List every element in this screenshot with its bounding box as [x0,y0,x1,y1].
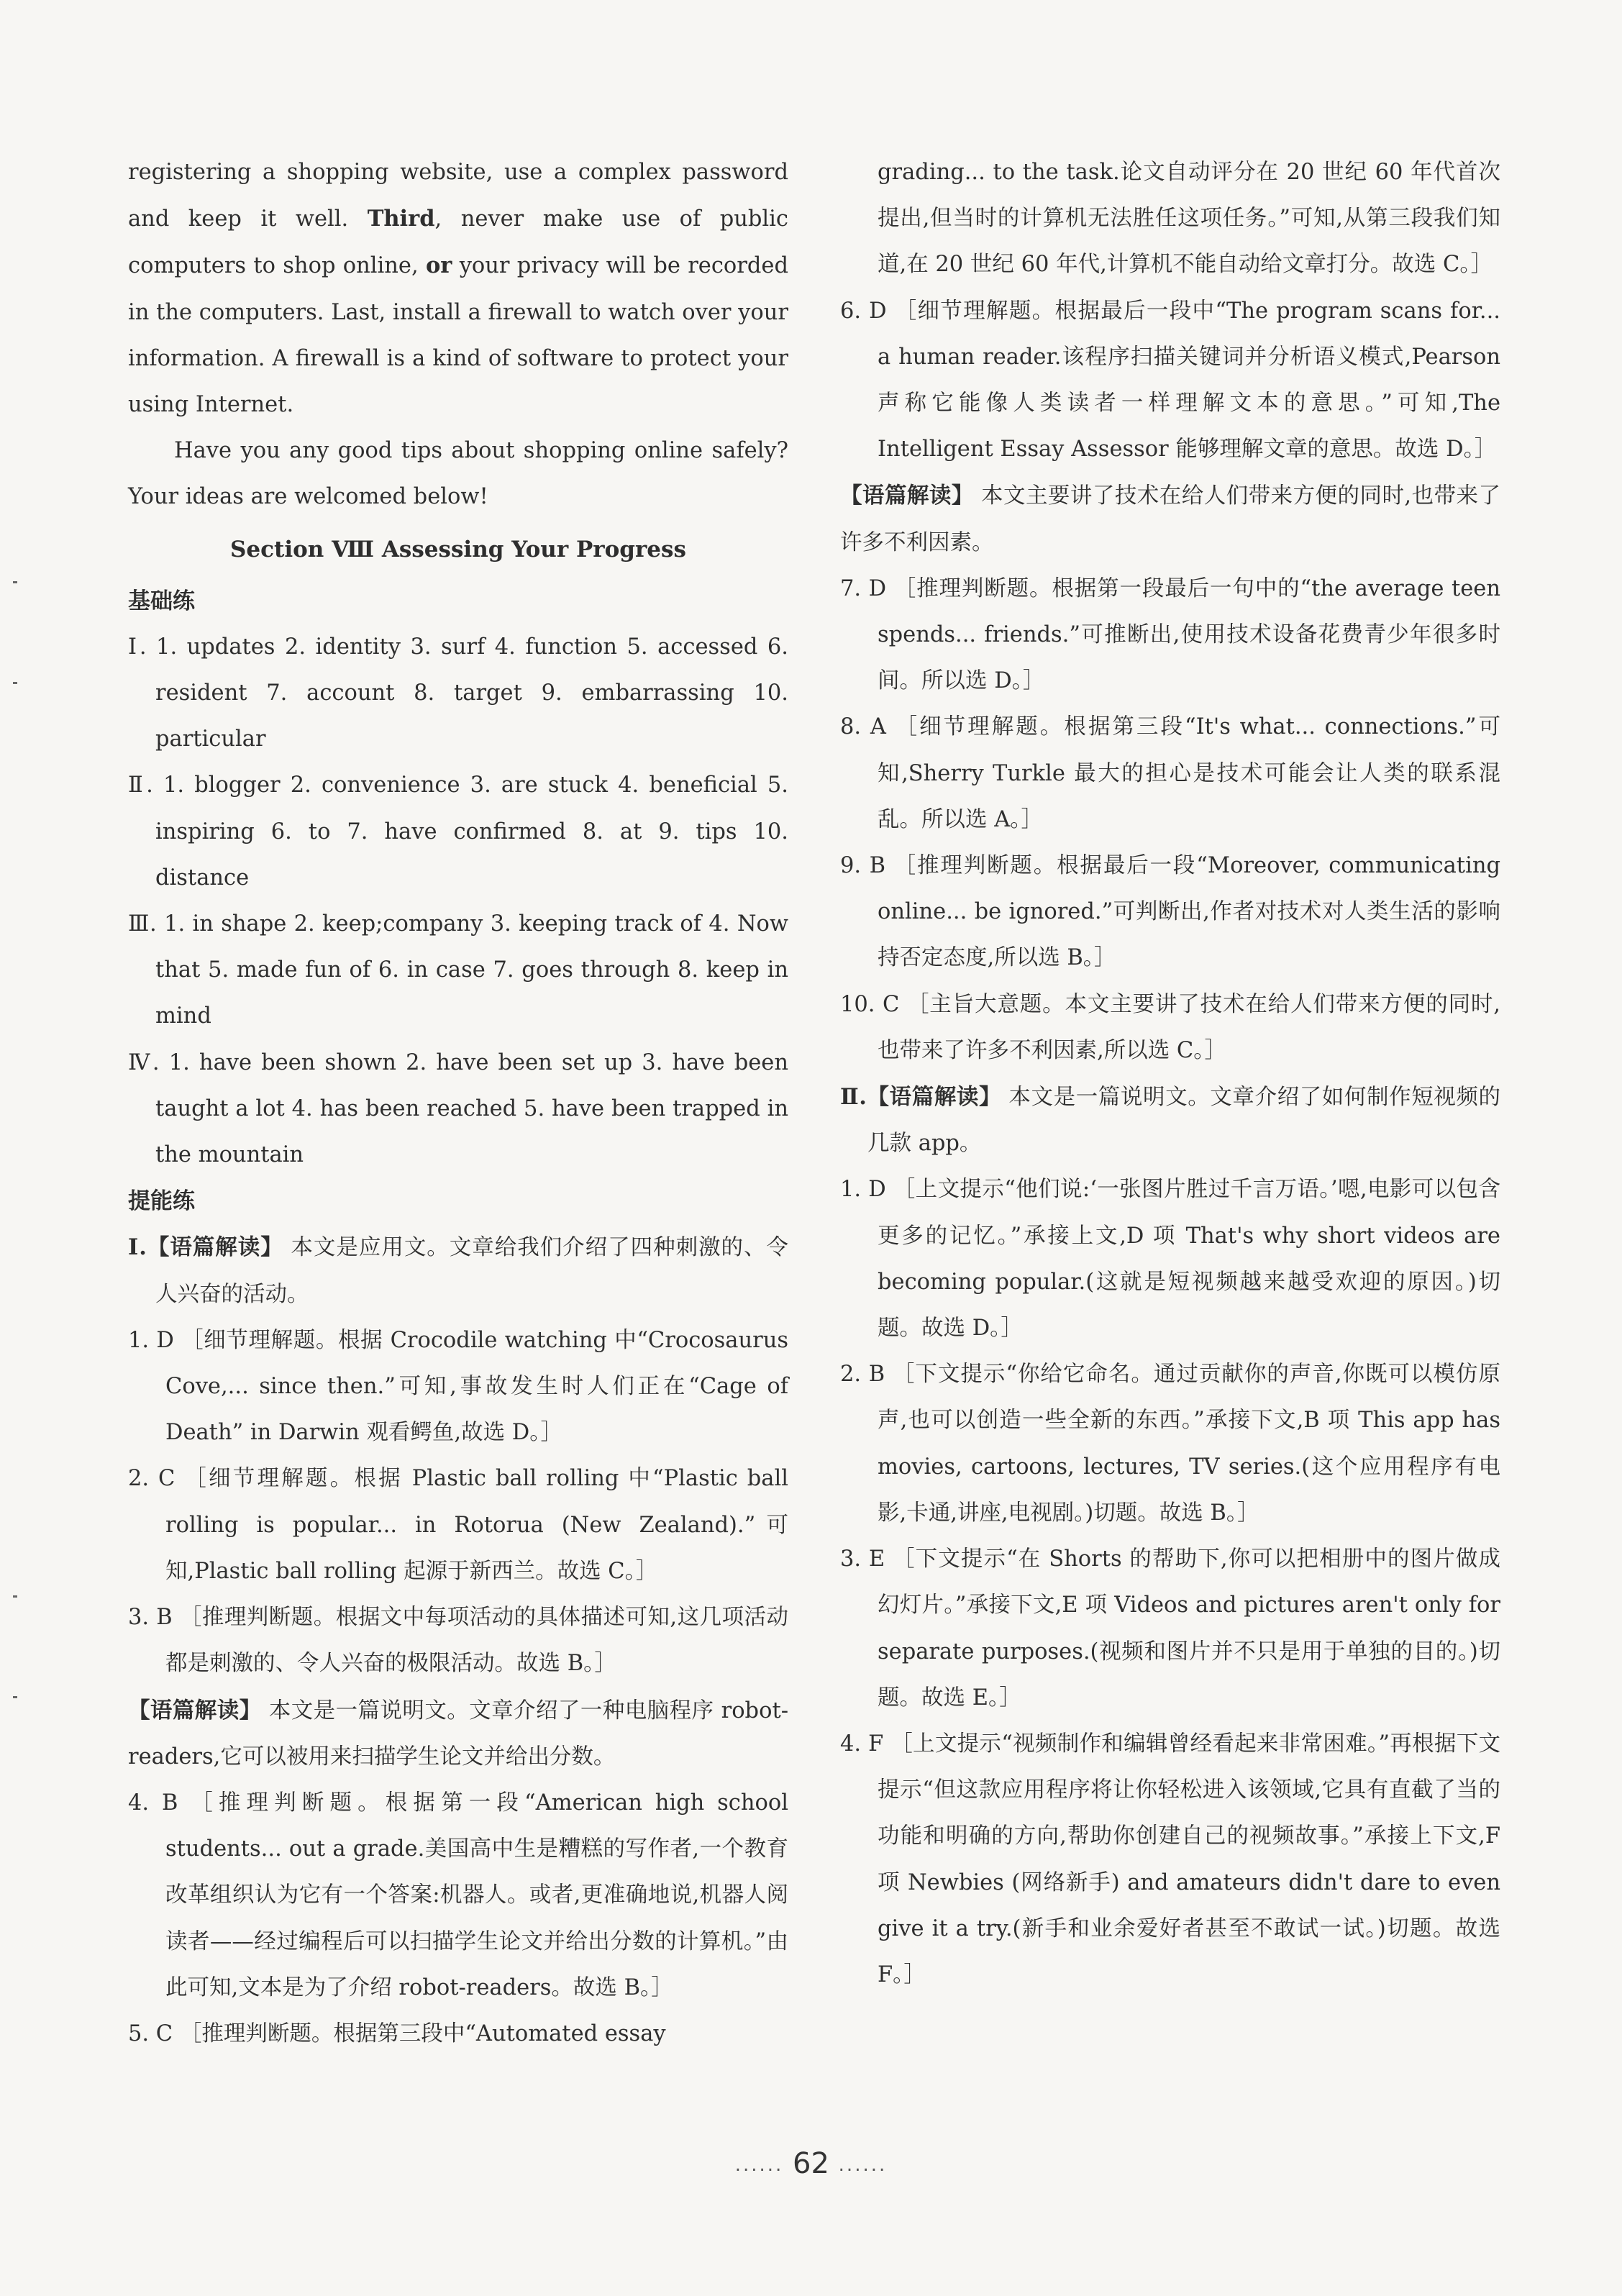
answer-item: 2. C ［细节理解题。根据 Plastic ball rolling 中“Plastic ball rolling is popular... in Rotorua (New Zealand).”可知,Plastic ball rolling 起源于新西兰。故选 C。］ [128,1466,788,1584]
answer-item: 1. D ［细节理解题。根据 Crocodile watching 中“Crocosaurus Cove,... since then.”可知,事故发生时人们正在“Cage of Death” in Darwin 观看鳄鱼,故选 D。］ [128,1327,788,1446]
answer-item: 1. D ［上文提示“他们说:‘一张图片胜过千言万语。’嗯,电影可以包含更多的记忆。”承接上文,D 项 That's why short videos are becoming popular.(这就是短视频越来越受欢迎的原因。)切题。故选 D。］ [840,1177,1500,1341]
passage-note: Ⅰ.【语篇解读】 本文是应用文。文章给我们介绍了四种刺激的、令人兴奋的活动。 [128,1234,789,1307]
passage-note: Ⅱ.【语篇解读】 本文是一篇说明文。文章介绍了如何制作短视频的几款 app。 [840,1084,1500,1157]
page-number: 62 [793,2147,829,2180]
footer-dots-right: ...... [838,2154,888,2176]
basic-answer-1: Ⅰ. 1. updates 2. identity 3. surf 4. function 5. accessed 6. resident 7. account 8. target 9. embarrassing 10. particular [128,634,788,752]
section-title: Section Ⅷ Assessing Your Progress [230,536,686,562]
third-bold: Third [367,206,435,232]
answer-item: 3. B ［推理判断题。根据文中每项活动的具体描述可知,这几项活动都是刺激的、令人兴奋的极限活动。故选 B。］ [128,1605,788,1677]
advanced-heading: 提能练 [128,1188,195,1215]
passage-note: 【语篇解读】 本文是一篇说明文。文章介绍了一种电脑程序 robot-readers,它可以被用来扫描学生论文并给出分数。 [128,1697,789,1769]
answer-item: 10. C ［主旨大意题。本文主要讲了技术在给人们带来方便的同时,也带来了许多不利因素,所以选 C。］ [840,991,1500,1063]
right-column [840,150,1500,1998]
answer-item: 4. F ［上文提示“视频制作和编辑曾经看起来非常困难。”再根据下文提示“但这款应用程序将让你轻松进入该领域,它具有直截了当的功能和明确的方向,帮助你创建自己的视频故事。”承接上下文,F 项 Newbies (网络新手) and amateurs didn't dare to even give it a try.(新手和业余爱好者甚至不敢试一试。)切题。故选 F。］ [840,1731,1500,1987]
closing-paragraph: Have you any good tips about shopping online safely? Your ideas are welcomed below! [128,438,788,510]
margin-mark [13,581,17,583]
answer-item: 4. B ［推理判断题。根据第一段“American high school students... out a grade.美国高中生是糟糕的写作者,一个教育改革组织认为它有一个答案:机器人。或者,更准确地说,机器人阅读者——经过编程后可以扫描学生论文并给出分数的计算机。”由此可知,文本是为了介绍 robot-readers。故选 B。］ [128,1790,788,2000]
answer-item: 9. B ［推理判断题。根据最后一段“Moreover, communicating online... be ignored.”可判断出,作者对技术对人类生活的影响持否定态度,所以选 B。］ [840,853,1500,971]
answer-item: 7. D ［推理判断题。根据第一段最后一句中的“the average teen spends... friends.”可推断出,使用技术设备花费青少年很多时间。所以选 D。］ [840,575,1500,694]
basic-answer-4: Ⅳ. 1. have been shown 2. have been set up 3. have been taught a lot 4. has been reached 5. have been trapped in the mountain [128,1049,788,1168]
basic-heading: 基础练 [128,588,195,614]
basic-answer-3: Ⅲ. 1. in shape 2. keep;company 3. keeping track of 4. Now that 5. made fun of 6. in case 7. goes through 8. keep in mind [128,911,788,1029]
page-number-footer [0,2147,1622,2180]
intro-paragraph: registering a shopping website, use a complex password and keep it well. Third, never make use of public computers to shop online, or your privacy will be recorded in the computers. Last, install a firewall to watch over your information. A firewall is a kind of software to protect your using Internet. [128,160,789,418]
footer-dots-left: ...... [734,2154,784,2176]
answer-item: 6. D ［细节理解题。根据最后一段中“The program scans for... a human reader.该程序扫描关键词并分析语义模式,Pearson 声称它能像人类读者一样理解文本的意思。”可知,The Intelligent Essay Assessor 能够理解文章的意思。故选 D。］ [840,298,1500,463]
answer-continued: grading... to the task.论文自动评分在 20 世纪 60 年代首次提出,但当时的计算机无法胜任这项任务。”可知,从第三段我们知道,在 20 世纪 60 年代,计算机不能自动给文章打分。故选 C。］ [878,160,1500,278]
passage-note: 【语篇解读】 本文主要讲了技术在给人们带来方便的同时,也带来了许多不利因素。 [840,483,1500,555]
basic-answer-2: Ⅱ. 1. blogger 2. convenience 3. are stuck 4. beneficial 5. inspiring 6. to 7. have confirmed 8. at 9. tips 10. distance [128,773,788,890]
answer-item: 3. E ［下文提示“在 Shorts 的帮助下,你可以把相册中的图片做成幻灯片。”承接下文,E 项 Videos and pictures aren't only for separate purposes.(视频和图片并不只是用于单独的目的。)切题。故选 E。］ [840,1546,1500,1710]
answer-item: 8. A ［细节理解题。根据第三段“It's what... connections.”可知,Sherry Turkle 最大的担心是技术可能会让人类的联系混乱。所以选 A。］ [840,714,1500,832]
or-bold: or [425,252,452,279]
answer-item: 5. C ［推理判断题。根据第三段中“Automated essay [128,2021,666,2046]
left-column [128,150,788,2057]
margin-mark [13,1696,17,1698]
margin-mark [13,1595,17,1598]
margin-mark [13,682,17,684]
answer-item: 2. B ［下文提示“你给它命名。通过贡献你的声音,你既可以模仿原声,也可以创造一些全新的东西。”承接下文,B 项 This app has movies, cartoons, lectures, TV series.(这个应用程序有电影,卡通,讲座,电视剧。)切题。故选 B。］ [840,1362,1500,1526]
